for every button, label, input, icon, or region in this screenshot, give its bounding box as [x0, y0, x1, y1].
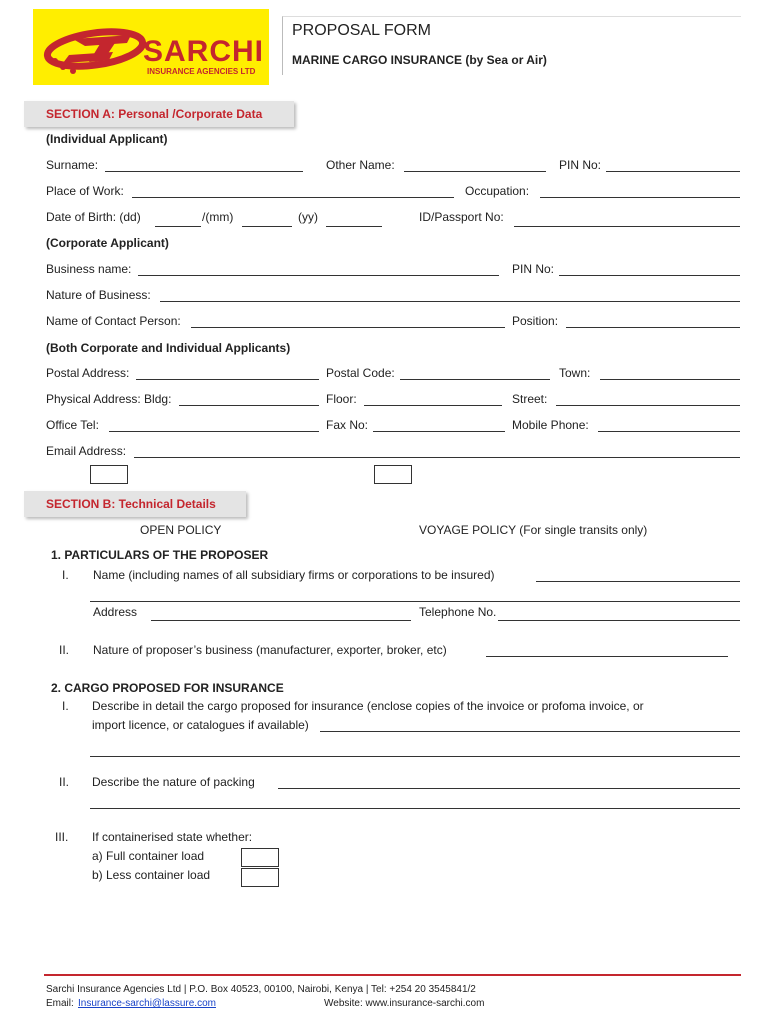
q2-i-text-line2: import licence, or catalogues if available): [92, 718, 309, 732]
full-container-label: a) Full container load: [92, 849, 205, 863]
packing-field[interactable]: [278, 788, 740, 789]
proposer-address-field[interactable]: [151, 620, 411, 621]
dob-dd-label: Date of Birth: (dd): [46, 210, 141, 224]
q2-iii-text: If containerised state whether:: [92, 830, 253, 844]
corporate-heading: (Corporate Applicant): [46, 236, 169, 250]
occupation-field[interactable]: [540, 197, 740, 198]
id-passport-field[interactable]: [514, 226, 740, 227]
physical-address-field[interactable]: [179, 405, 319, 406]
section-b-header: [24, 491, 246, 517]
packing-field-2[interactable]: [90, 808, 740, 809]
q2-iii-number: III.: [55, 830, 69, 844]
email-address-label: Email Address:: [46, 444, 127, 458]
proposer-name-field[interactable]: [536, 581, 740, 582]
surname-label: Surname:: [46, 158, 99, 172]
mobile-phone-field[interactable]: [598, 431, 740, 432]
fax-no-label: Fax No:: [326, 418, 369, 432]
nature-of-business-label: Nature of Business:: [46, 288, 151, 302]
contact-person-field[interactable]: [191, 327, 505, 328]
pin-no-label: PIN No:: [559, 158, 602, 172]
proposer-business-field[interactable]: [486, 656, 728, 657]
q1-i-text: Name (including names of all subsidiary firms or corporations to be insured): [93, 568, 495, 582]
dob-yy-field[interactable]: [326, 226, 382, 227]
postal-address-label: Postal Address:: [46, 366, 130, 380]
q1-i-number: I.: [62, 568, 69, 582]
town-field[interactable]: [600, 379, 740, 380]
open-policy-label: OPEN POLICY: [140, 523, 222, 537]
form-subtitle: MARINE CARGO INSURANCE (by Sea or Air): [292, 53, 547, 67]
physical-address-label: Physical Address: Bldg:: [46, 392, 172, 406]
floor-field[interactable]: [364, 405, 502, 406]
section-a-header: [24, 101, 294, 127]
id-passport-label: ID/Passport No:: [419, 210, 504, 224]
dob-mm-label: /(mm): [202, 210, 234, 224]
full-container-checkbox[interactable]: [241, 848, 279, 867]
other-name-label: Other Name:: [326, 158, 395, 172]
dob-yy-label: (yy): [298, 210, 318, 224]
footer-address: Sarchi Insurance Agencies Ltd | P.O. Box 40523, 00100, Nairobi, Kenya | Tel: +254 20 3545841/2: [46, 984, 476, 995]
dob-dd-field[interactable]: [155, 226, 201, 227]
email-address-field[interactable]: [134, 457, 740, 458]
corp-pin-no-label: PIN No:: [512, 262, 555, 276]
office-tel-field[interactable]: [109, 431, 319, 432]
nature-of-business-field[interactable]: [160, 301, 740, 302]
postal-code-field[interactable]: [400, 379, 550, 380]
voyage-policy-label: VOYAGE POLICY (For single transits only): [419, 523, 648, 537]
postal-address-field[interactable]: [136, 379, 319, 380]
q1-heading: 1. PARTICULARS OF THE PROPOSER: [51, 548, 269, 562]
company-logo: [33, 9, 269, 85]
other-name-field[interactable]: [404, 171, 546, 172]
place-of-work-field[interactable]: [132, 197, 454, 198]
corp-pin-no-field[interactable]: [559, 275, 740, 276]
q2-ii-text: Describe the nature of packing: [92, 775, 255, 789]
footer-website: Website: www.insurance-sarchi.com: [324, 998, 485, 1009]
individual-heading: (Individual Applicant): [46, 132, 168, 146]
mobile-phone-label: Mobile Phone:: [512, 418, 589, 432]
q2-i-number: I.: [62, 699, 69, 713]
both-heading: (Both Corporate and Individual Applicants): [46, 341, 291, 355]
town-label: Town:: [559, 366, 591, 380]
floor-label: Floor:: [326, 392, 357, 406]
logo-subtext: INSURANCE AGENCIES LTD: [147, 67, 256, 76]
contact-person-label: Name of Contact Person:: [46, 314, 181, 328]
footer-divider: [44, 974, 741, 976]
cargo-description-field-2[interactable]: [90, 756, 740, 757]
pin-no-field[interactable]: [606, 171, 740, 172]
dob-mm-field[interactable]: [242, 226, 292, 227]
street-field[interactable]: [556, 405, 740, 406]
business-name-label: Business name:: [46, 262, 132, 276]
logo-text: SARCHI: [143, 35, 265, 68]
position-label: Position:: [512, 314, 559, 328]
footer-email-label: Email:: [46, 998, 74, 1009]
position-field[interactable]: [566, 327, 740, 328]
q2-i-text-line1: Describe in detail the cargo proposed for insurance (enclose copies of the invoice or profoma invoice, or: [92, 699, 644, 713]
q2-heading: 2. CARGO PROPOSED FOR INSURANCE: [51, 681, 284, 695]
q1-ii-number: II.: [59, 643, 70, 657]
voyage-policy-checkbox[interactable]: [374, 465, 412, 484]
occupation-label: Occupation:: [465, 184, 530, 198]
fax-no-field[interactable]: [373, 431, 505, 432]
proposer-name-field-2[interactable]: [90, 601, 740, 602]
place-of-work-label: Place of Work:: [46, 184, 124, 198]
section-a-title: SECTION A: Personal /Corporate Data: [46, 107, 263, 121]
address-label: Address: [93, 605, 138, 619]
less-container-checkbox[interactable]: [241, 868, 279, 887]
office-tel-label: Office Tel:: [46, 418, 99, 432]
less-container-label: b) Less container load: [92, 868, 211, 882]
footer-email-link[interactable]: Insurance-sarchi@lassure.com: [78, 998, 216, 1009]
cargo-description-field[interactable]: [320, 731, 740, 732]
street-label: Street:: [512, 392, 548, 406]
business-name-field[interactable]: [138, 275, 499, 276]
form-title: PROPOSAL FORM: [292, 22, 431, 39]
surname-field[interactable]: [105, 171, 303, 172]
telephone-label: Telephone No.: [419, 605, 497, 619]
proposer-telephone-field[interactable]: [498, 620, 740, 621]
q1-ii-text: Nature of proposer’s business (manufacturer, exporter, broker, etc): [93, 643, 447, 657]
postal-code-label: Postal Code:: [326, 366, 395, 380]
open-policy-checkbox[interactable]: [90, 465, 128, 484]
q2-ii-number: II.: [59, 775, 70, 789]
section-b-title: SECTION B: Technical Details: [46, 497, 216, 511]
